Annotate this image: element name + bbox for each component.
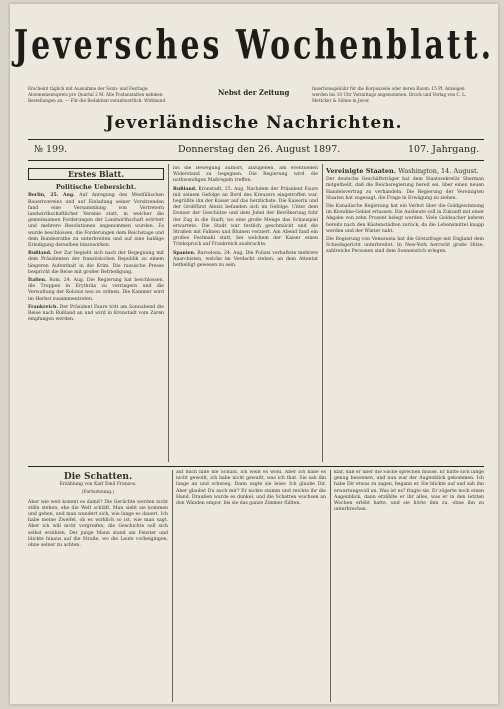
column-1-heading: Politische Uebersicht. [55,183,137,192]
feuilleton-column-2 [176,470,326,702]
paragraph: bis die Bewegung aufhört, abzugeben, am eventuellen Widerstand zu begegnen. Die Regierung wird die nothwendigen Maßregeln treffen. [173,166,318,184]
feuilleton-continuation: (Fortsetzung.) [81,490,115,496]
masthead-title: Jeversches Wochenblatt. [13,22,495,70]
paragraph: Berlin, 25. Aug. Auf Anregung des Westfälischen Bauernvereins und auf Einladung seiner Vorsitzenden fand eine Versammlung von Vertretern landwirthschaftlicher Vereine statt, in welcher die gemeinsamen Forderungen der Landwirthschaft erörtert und mehrere Resolutionen angenommen wurden. Es wurde beschlossen, die Forderungen dem Reichstage und dem Bundesrathe zu unterbreiten und auf eine baldige Erledigung derselben hinzuwirken. [28,193,164,249]
feuilleton-column-3 [334,470,484,702]
paragraph: Der deutsche Geschäftsträger hat dem Staatssekretär Sherman mitgetheilt, daß die Reichsregierung bereit sei, über einen neuen Handelsvertrag zu verhandeln. Die Regierung der Vereinigten Staaten hat zugesagt, die Frage in Erwägung zu ziehen. [326,177,484,201]
issue-bar [28,143,484,159]
paragraph: Die Kanadische Regierung hat ein Verbot über die Goldgewinnung im Klondike-Gebiet erlassen. Die Ausbeute soll in Zukunft mit einer Abgabe von zehn Prozent belegt werden. Viele Goldsucher kehren bereits nach den Küstenstädten zurück, da die Lebensmittel knapp werden und der Winter naht. [326,204,484,234]
issue-number: № 199. [34,144,68,155]
masthead-right-note: Insertionsgebühr für die Korpuszeile oder deren Raum: 15 Pf. Anzeigen werden bis 10 Uhr Vormittags angenommen. Druck und Verlag von C. L. Mettcker & Söhne in Jever. [312,86,467,103]
paragraph: Italien. Rom, 24. Aug. Die Regierung hat beschlossen, die Truppen in Erythräa zu verringern und die Verwaltung der Kolonie neu zu ordnen. Die Kammer wird im Herbst zusammentreten. [28,278,164,302]
column-3-heading: Vereinigte Staaten. Washington, 14. August. [326,167,479,175]
paragraph: Frankreich. Der Präsident Faure tritt am Sonnabend die Reise nach Rußland an und wird in Kronstadt vom Zaren empfangen werden. [28,304,164,323]
masthead-subtitle: Jeverländische Nachrichten. [105,113,403,133]
masthead-left-note: Erscheint täglich mit Ausnahme der Sonn- und Festtage. Abonnementspreis pro Quartal 2 M. Alle Postanstalten nehmen Bestellungen an. — Für die Redaktion verantwortlich: Wittmund. [28,86,167,103]
issue-date: Donnerstag den 26. August 1897. [178,144,341,155]
paragraph: Rußland. Kronstadt, 25. Aug. Nachdem der Präsident Faure mit seinem Gefolge an Bord des Kreuzers eingetroffen war, begrüßte ihn der Kaiser auf das herzlichste. Die Kaiserin und der Großfürst Alexis befanden sich im Gefolge. Unter dem Donner der Geschütze und dem Jubel der Bevölkerung fuhr der Zug in die Stadt, wo eine große Menge das Schauspiel erwartete. Die Stadt war festlich geschmückt und die Straßen mit Fahnen und Blumen verziert. Am Abend fand ein großes Festmahl statt, bei welchem der Kaiser einen Trinkspruch auf Frankreich ausbrachte. [173,186,318,248]
feuilleton-rule [28,466,484,467]
rule-top [28,139,484,140]
paragraph: Aber wie weit kommt es damit? Die Gerüchte werden nicht stille stehen, ehe die Welt schläft. Man sieht sie kommen und gehen, und man wundert sich, wie lange es dauert. Ich habe meine Zweifel, ob es wirklich so ist, wie man sagt. Aber ich will nicht vorgreifen, die Geschichte soll sich selbst erzählen. Der junge Mann stand am Fenster und blickte hinaus auf die Straße, wo die Leute vorbeigingen, ohne seiner zu achten. [28,499,168,549]
paragraph: Die Regierung von Venezuela hat die Grenzfrage mit England dem Schiedsgericht unterbreitet. In New-York herrscht große Hitze, zahlreiche Personen sind dem Sonnenstich erlegen. [326,237,484,255]
column-divider [172,470,173,702]
column-1 [28,166,164,461]
column-divider [168,164,169,462]
feuilleton-column-1 [28,470,168,702]
masthead-center-note: Nebst der Zeitung [218,88,290,97]
column-divider [322,164,323,462]
paragraph: Rußland. Der Zar begiebt sich nach der Begegnung mit dem Präsidenten der französischen Republik zu einem längeren Aufenthalt in die Krim. Die russische Presse bespricht die Reise mit großer Befriedigung. [28,251,164,275]
paragraph: Spanien. Barcelona, 24. Aug. Die Polizei verhaftete mehrere Anarchisten, welche im Verdacht stehen, an dem Attentat betheiligt gewesen zu sein. [173,250,318,269]
paragraph: klar, daß er über die Sache sprechen müsse. Er hatte sich lange genug besonnen, und nun war der Augenblick gekommen. Ich habe Dir etwas zu sagen, begann er. Sie blickte auf und sah ihn erwartungsvoll an. Was ist es? fragte sie. Er zögerte noch einen Augenblick, dann erzählte er ihr alles, was er in den letzten Wochen erlebt hatte, und sie hörte ihm zu, ohne ihn zu unterbrechen. [334,470,484,513]
paragraph: auf mich falle die Schuld, ich weiß es wohl. Aber ich habe es nicht gewollt, ich habe nicht gewußt, was ich that. Sie sah ihn lange an und schwieg. Dann sagte sie leise: Ich glaube Dir. Aber glaubst Du auch mir? Er nickte stumm und reichte ihr die Hand. Draußen wurde es dunkel, und die Schatten wuchsen an den Wänden empor, bis sie das ganze Zimmer füllten. [176,470,326,507]
feuilleton-author: Erzählung von Karl Emil Franzos. [59,482,137,488]
column-2 [173,166,318,461]
feuilleton-title: Die Schatten. [63,472,133,482]
column-divider [330,470,331,702]
section-label: Erstes Blatt. [28,168,164,180]
issue-year: 107. Jahrgang. [408,144,480,155]
column-3 [326,166,484,461]
rule-bottom [28,160,484,161]
newspaper-page [10,4,498,704]
